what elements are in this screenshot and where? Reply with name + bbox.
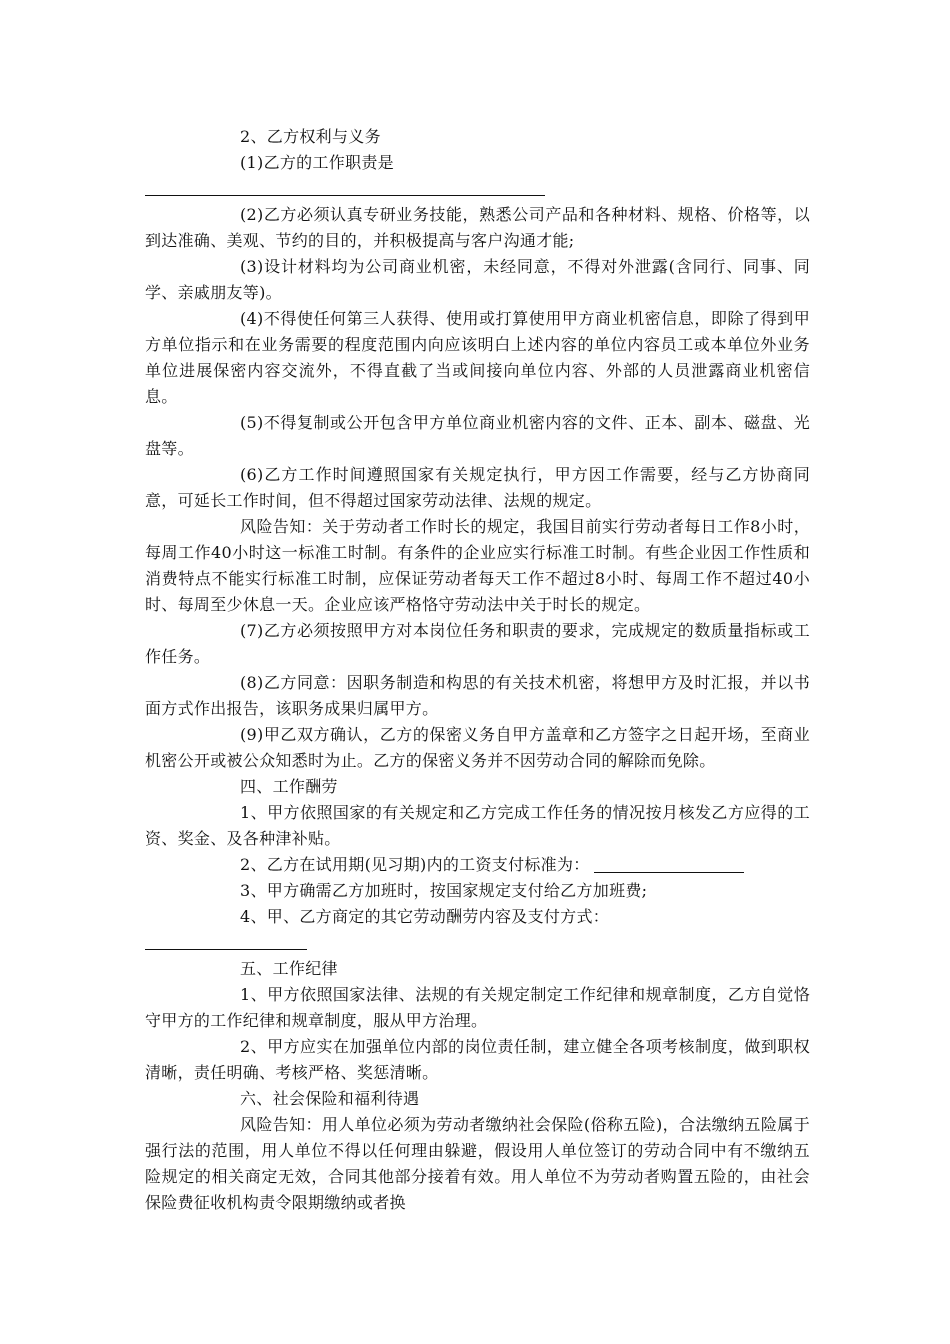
paragraph-text: 1、甲方依照国家的有关规定和乙方完成工作任务的情况按月核发乙方应得的工资、奖金、及各种津补贴。 [145, 803, 810, 848]
paragraph [145, 878, 810, 904]
paragraph-text: 1、甲方依照国家法律、法规的有关规定制定工作纪律和规章制度，乙方自觉恪守甲方的工作纪律和规章制度，服从甲方治理。 [145, 985, 810, 1030]
paragraph-text: (6)乙方工作时间遵照国家有关规定执行，甲方因工作需要，经与乙方协商同意，可延长工作时间，但不得超过国家劳动法律、法规的规定。 [145, 465, 810, 510]
blank-underline [594, 872, 744, 873]
paragraph-text: 3、甲方确需乙方加班时，按国家规定支付给乙方加班费; [240, 881, 648, 900]
paragraph-text: (2)乙方必须认真专研业务技能，熟悉公司产品和各种材料、规格、价格等，以到达准确、美观、节约的目的，并积极提高与客户沟通才能; [145, 205, 810, 250]
paragraph-text: 五、工作纪律 [240, 959, 338, 978]
paragraph-text: 四、工作酬劳 [240, 777, 338, 796]
paragraph [145, 410, 810, 462]
paragraph [145, 1086, 810, 1112]
paragraph-text: (7)乙方必须按照甲方对本岗位任务和职责的要求，完成规定的数质量指标或工作任务。 [145, 621, 810, 666]
paragraph [145, 722, 810, 774]
paragraph [145, 306, 810, 410]
paragraph [145, 618, 810, 670]
fill-in-blank-line [145, 930, 810, 956]
paragraph [145, 852, 810, 878]
paragraph [145, 462, 810, 514]
blank-underline [145, 949, 307, 950]
paragraph [145, 956, 810, 982]
paragraph-text: 风险告知：用人单位必须为劳动者缴纳社会保险(俗称五险)，合法缴纳五险属于强行法的范围，用人单位不得以任何理由躲避，假设用人单位签订的劳动合同中有不缴纳五险规定的相关商定无效，合同其他部分接着有效。用人单位不为劳动者购置五险的，由社会保险费征收机构责令限期缴纳或者换 [145, 1115, 810, 1212]
paragraph [145, 982, 810, 1034]
paragraph-text: 2、乙方权利与义务 [240, 127, 381, 146]
paragraph [145, 150, 810, 176]
paragraph-text: 2、甲方应实在加强单位内部的岗位责任制，建立健全各项考核制度，做到职权清晰，责任明确、考核严格、奖惩清晰。 [145, 1037, 810, 1082]
paragraph [145, 1112, 810, 1216]
paragraph [145, 670, 810, 722]
paragraph-text: (5)不得复制或公开包含甲方单位商业机密内容的文件、正本、副本、磁盘、光盘等。 [145, 413, 810, 458]
paragraph-text: 六、社会保险和福利待遇 [240, 1089, 420, 1108]
paragraph [145, 254, 810, 306]
paragraph-text: 4、甲、乙方商定的其它劳动酬劳内容及支付方式： [240, 907, 610, 926]
document-body [145, 124, 810, 1216]
paragraph [145, 514, 810, 618]
paragraph [145, 1034, 810, 1086]
paragraph [145, 202, 810, 254]
paragraph-text: 2、乙方在试用期(见习期)内的工资支付标准为： [240, 855, 590, 874]
fill-in-blank-line [145, 176, 810, 202]
paragraph-text: (3)设计材料均为公司商业机密，未经同意，不得对外泄露(含同行、同事、同学、亲戚朋友等)。 [145, 257, 810, 302]
paragraph-text: (8)乙方同意：因职务制造和构思的有关技术机密，将想甲方及时汇报，并以书面方式作出报告，该职务成果归属甲方。 [145, 673, 810, 718]
paragraph [145, 800, 810, 852]
paragraph-text: (4)不得使任何第三人获得、使用或打算使用甲方商业机密信息，即除了得到甲方单位指示和在业务需要的程度范围内向应该明白上述内容的单位内容员工或本单位外业务单位进展保密内容交流外，不得直截了当或间接向单位内容、外部的人员泄露商业机密信息。 [145, 309, 810, 406]
paragraph-text: (1)乙方的工作职责是 [240, 153, 394, 172]
paragraph [145, 124, 810, 150]
paragraph-text: 风险告知：关于劳动者工作时长的规定，我国目前实行劳动者每日工作8小时，每周工作40小时这一标准工时制。有条件的企业应实行标准工时制。有些企业因工作性质和消费特点不能实行标准工时制，应保证劳动者每天工作不超过8小时、每周工作不超过40小时、每周至少休息一天。企业应该严格恪守劳动法中关于时长的规定。 [145, 517, 810, 614]
blank-underline [145, 195, 545, 196]
paragraph [145, 774, 810, 800]
paragraph-text: (9)甲乙双方确认，乙方的保密义务自甲方盖章和乙方签字之日起开场，至商业机密公开或被公众知悉时为止。乙方的保密义务并不因劳动合同的解除而免除。 [145, 725, 810, 770]
paragraph [145, 904, 810, 930]
